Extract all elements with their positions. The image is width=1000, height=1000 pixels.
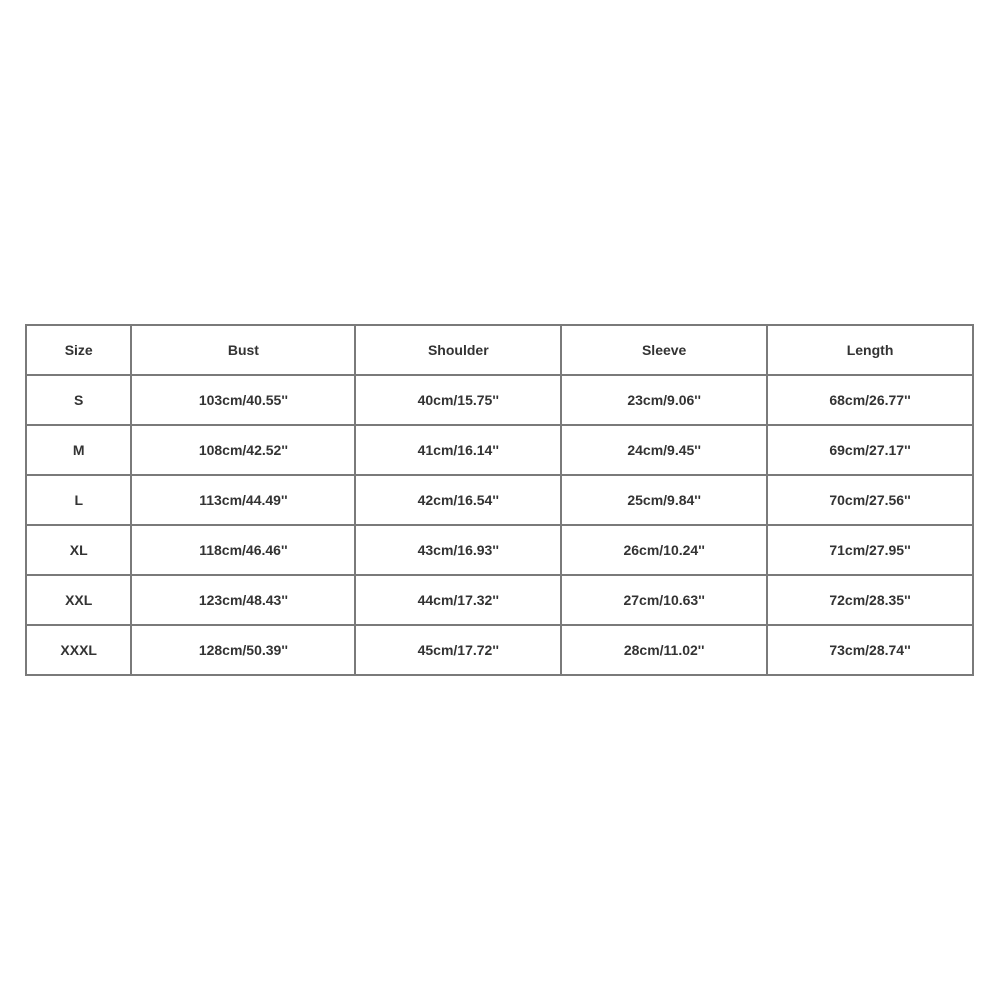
header-bust: Bust bbox=[131, 325, 355, 375]
table-row bbox=[26, 575, 973, 625]
size-cell: S bbox=[26, 375, 131, 425]
size-cell: XL bbox=[26, 525, 131, 575]
table-row bbox=[26, 475, 973, 525]
header-length: Length bbox=[767, 325, 973, 375]
bust-cell: 123cm/48.43'' bbox=[131, 575, 355, 625]
bust-cell: 103cm/40.55'' bbox=[131, 375, 355, 425]
header-row bbox=[26, 325, 973, 375]
length-cell: 71cm/27.95'' bbox=[767, 525, 973, 575]
bust-cell: 108cm/42.52'' bbox=[131, 425, 355, 475]
sleeve-cell: 28cm/11.02'' bbox=[561, 625, 767, 675]
shoulder-cell: 42cm/16.54'' bbox=[355, 475, 561, 525]
length-cell: 72cm/28.35'' bbox=[767, 575, 973, 625]
shoulder-cell: 44cm/17.32'' bbox=[355, 575, 561, 625]
header-sleeve: Sleeve bbox=[561, 325, 767, 375]
sleeve-cell: 24cm/9.45'' bbox=[561, 425, 767, 475]
sleeve-cell: 25cm/9.84'' bbox=[561, 475, 767, 525]
shoulder-cell: 40cm/15.75'' bbox=[355, 375, 561, 425]
header-shoulder: Shoulder bbox=[355, 325, 561, 375]
shoulder-cell: 41cm/16.14'' bbox=[355, 425, 561, 475]
sleeve-cell: 26cm/10.24'' bbox=[561, 525, 767, 575]
sleeve-cell: 27cm/10.63'' bbox=[561, 575, 767, 625]
table-row bbox=[26, 375, 973, 425]
size-cell: XXXL bbox=[26, 625, 131, 675]
length-cell: 69cm/27.17'' bbox=[767, 425, 973, 475]
size-cell: L bbox=[26, 475, 131, 525]
size-chart-table bbox=[25, 324, 974, 676]
table-row bbox=[26, 525, 973, 575]
length-cell: 70cm/27.56'' bbox=[767, 475, 973, 525]
bust-cell: 118cm/46.46'' bbox=[131, 525, 355, 575]
shoulder-cell: 45cm/17.72'' bbox=[355, 625, 561, 675]
size-cell: M bbox=[26, 425, 131, 475]
bust-cell: 113cm/44.49'' bbox=[131, 475, 355, 525]
length-cell: 73cm/28.74'' bbox=[767, 625, 973, 675]
size-cell: XXL bbox=[26, 575, 131, 625]
shoulder-cell: 43cm/16.93'' bbox=[355, 525, 561, 575]
table-row bbox=[26, 425, 973, 475]
table-row bbox=[26, 625, 973, 675]
header-size: Size bbox=[26, 325, 131, 375]
length-cell: 68cm/26.77'' bbox=[767, 375, 973, 425]
bust-cell: 128cm/50.39'' bbox=[131, 625, 355, 675]
sleeve-cell: 23cm/9.06'' bbox=[561, 375, 767, 425]
